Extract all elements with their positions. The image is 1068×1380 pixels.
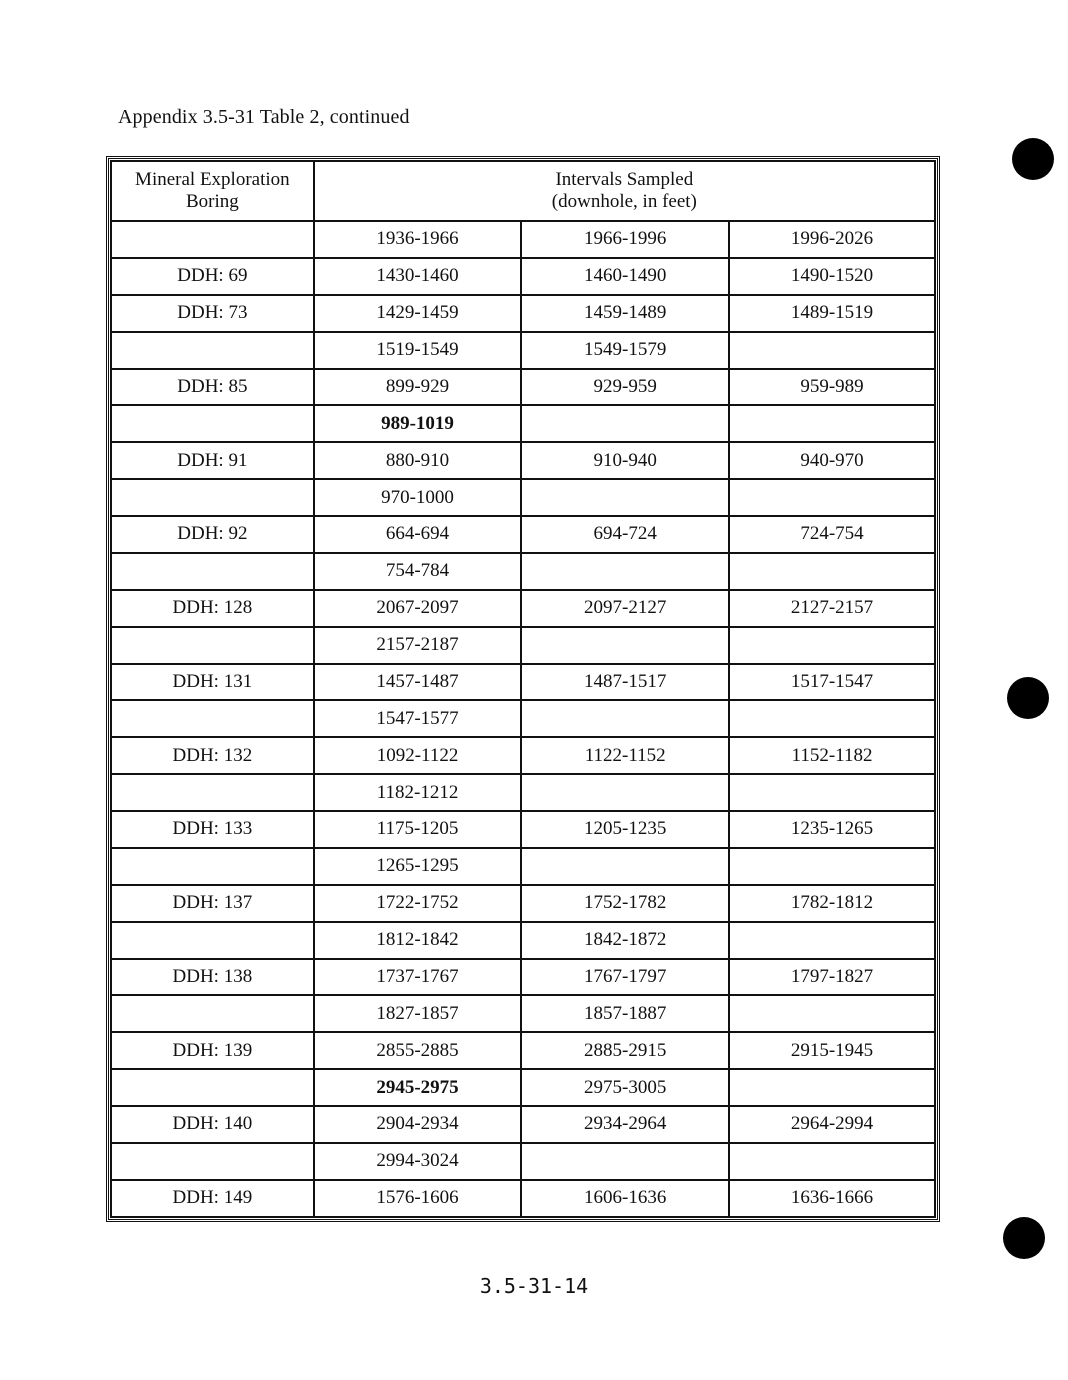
table-header-row	[111, 161, 935, 221]
interval-cell-1: 1576-1606	[314, 1180, 522, 1217]
interval-cell-2	[521, 479, 729, 516]
interval-cell-2: 1460-1490	[521, 258, 729, 295]
boring-cell	[111, 1069, 314, 1106]
interval-cell-2: 2934-2964	[521, 1106, 729, 1143]
interval-cell-1: 1737-1767	[314, 959, 522, 996]
boring-cell: DDH: 69	[111, 258, 314, 295]
table-row	[111, 479, 935, 516]
table-row	[111, 369, 935, 406]
table-row	[111, 553, 935, 590]
boring-cell	[111, 995, 314, 1032]
boring-cell: DDH: 73	[111, 295, 314, 332]
interval-cell-1: 1457-1487	[314, 664, 522, 701]
binder-hole-middle	[1007, 677, 1049, 719]
interval-cell-1: 2855-2885	[314, 1032, 522, 1069]
header-boring	[111, 161, 314, 221]
interval-cell-1: 1175-1205	[314, 811, 522, 848]
interval-cell-2: 2885-2915	[521, 1032, 729, 1069]
interval-cell-3: 1490-1520	[729, 258, 935, 295]
interval-cell-1: 1936-1966	[314, 221, 522, 258]
interval-cell-3: 1996-2026	[729, 221, 935, 258]
interval-cell-1: 2904-2934	[314, 1106, 522, 1143]
table-body	[111, 221, 935, 1217]
interval-cell-3: 1489-1519	[729, 295, 935, 332]
interval-cell-2	[521, 405, 729, 442]
boring-cell: DDH: 85	[111, 369, 314, 406]
interval-cell-1: 754-784	[314, 553, 522, 590]
boring-cell	[111, 700, 314, 737]
table-row	[111, 995, 935, 1032]
interval-cell-3	[729, 922, 935, 959]
table-row	[111, 627, 935, 664]
binder-hole-bottom	[1003, 1217, 1045, 1259]
interval-cell-2: 1122-1152	[521, 737, 729, 774]
interval-cell-3: 1636-1666	[729, 1180, 935, 1217]
interval-cell-2	[521, 700, 729, 737]
interval-cell-1: 664-694	[314, 516, 522, 553]
interval-cell-1: 1265-1295	[314, 848, 522, 885]
interval-cell-1: 1812-1842	[314, 922, 522, 959]
interval-cell-1: 899-929	[314, 369, 522, 406]
interval-cell-2: 1205-1235	[521, 811, 729, 848]
interval-cell-1: 2067-2097	[314, 590, 522, 627]
table-row	[111, 405, 935, 442]
interval-cell-2	[521, 848, 729, 885]
interval-cell-2	[521, 627, 729, 664]
interval-cell-1: 880-910	[314, 442, 522, 479]
table-row	[111, 516, 935, 553]
interval-cell-1: 1519-1549	[314, 332, 522, 369]
header-boring-line-2: Boring	[185, 191, 239, 212]
interval-cell-2: 694-724	[521, 516, 729, 553]
boring-cell: DDH: 91	[111, 442, 314, 479]
table-row	[111, 737, 935, 774]
interval-cell-2: 2097-2127	[521, 590, 729, 627]
interval-cell-3: 940-970	[729, 442, 935, 479]
table-row	[111, 885, 935, 922]
table-row	[111, 442, 935, 479]
boring-cell	[111, 774, 314, 811]
table-row	[111, 1069, 935, 1106]
interval-cell-3: 724-754	[729, 516, 935, 553]
interval-cell-1: 1430-1460	[314, 258, 522, 295]
table-row	[111, 258, 935, 295]
boring-cell: DDH: 133	[111, 811, 314, 848]
table-row	[111, 700, 935, 737]
boring-cell: DDH: 139	[111, 1032, 314, 1069]
interval-cell-2: 1752-1782	[521, 885, 729, 922]
interval-cell-1: 970-1000	[314, 479, 522, 516]
boring-cell	[111, 221, 314, 258]
header-intervals-line-1: Intervals Sampled	[555, 169, 694, 190]
boring-cell	[111, 405, 314, 442]
table-row	[111, 295, 935, 332]
table-row	[111, 1143, 935, 1180]
table-row	[111, 221, 935, 258]
interval-cell-3	[729, 995, 935, 1032]
boring-cell	[111, 479, 314, 516]
intervals-table	[110, 160, 936, 1218]
interval-cell-2: 1459-1489	[521, 295, 729, 332]
boring-cell	[111, 627, 314, 664]
interval-cell-2: 1487-1517	[521, 664, 729, 701]
boring-cell: DDH: 149	[111, 1180, 314, 1217]
boring-cell: DDH: 92	[111, 516, 314, 553]
interval-cell-3	[729, 1069, 935, 1106]
table-row	[111, 922, 935, 959]
interval-cell-3: 1235-1265	[729, 811, 935, 848]
interval-cell-1: 1547-1577	[314, 700, 522, 737]
interval-cell-1: 1092-1122	[314, 737, 522, 774]
header-intervals	[314, 161, 935, 221]
boring-cell	[111, 553, 314, 590]
interval-cell-2: 1549-1579	[521, 332, 729, 369]
intervals-table-frame	[106, 156, 940, 1222]
table-row	[111, 1032, 935, 1069]
interval-cell-1: 1722-1752	[314, 885, 522, 922]
interval-cell-3: 1782-1812	[729, 885, 935, 922]
interval-cell-1: 1182-1212	[314, 774, 522, 811]
interval-cell-2: 1606-1636	[521, 1180, 729, 1217]
boring-cell	[111, 1143, 314, 1180]
table-row	[111, 848, 935, 885]
binder-hole-top	[1012, 138, 1054, 180]
page-number: 3.5-31-14	[479, 1274, 589, 1298]
interval-cell-2	[521, 774, 729, 811]
interval-cell-3: 1517-1547	[729, 664, 935, 701]
boring-cell	[111, 332, 314, 369]
interval-cell-3	[729, 1143, 935, 1180]
table-row	[111, 332, 935, 369]
interval-cell-2: 929-959	[521, 369, 729, 406]
boring-cell: DDH: 138	[111, 959, 314, 996]
interval-cell-3	[729, 774, 935, 811]
interval-cell-1: 2945-2975	[314, 1069, 522, 1106]
interval-cell-2: 910-940	[521, 442, 729, 479]
interval-cell-3	[729, 405, 935, 442]
boring-cell	[111, 922, 314, 959]
boring-cell: DDH: 132	[111, 737, 314, 774]
interval-cell-1: 1827-1857	[314, 995, 522, 1032]
table-row	[111, 774, 935, 811]
boring-cell: DDH: 131	[111, 664, 314, 701]
interval-cell-3	[729, 479, 935, 516]
boring-cell: DDH: 137	[111, 885, 314, 922]
interval-cell-3	[729, 848, 935, 885]
interval-cell-1: 989-1019	[314, 405, 522, 442]
table-row	[111, 811, 935, 848]
interval-cell-1: 2157-2187	[314, 627, 522, 664]
interval-cell-3: 959-989	[729, 369, 935, 406]
interval-cell-3: 1797-1827	[729, 959, 935, 996]
table-caption: Appendix 3.5-31 Table 2, continued	[118, 106, 410, 128]
interval-cell-2	[521, 553, 729, 590]
interval-cell-3: 2127-2157	[729, 590, 935, 627]
interval-cell-2: 1857-1887	[521, 995, 729, 1032]
interval-cell-2	[521, 1143, 729, 1180]
interval-cell-3: 2915-1945	[729, 1032, 935, 1069]
table-row	[111, 1106, 935, 1143]
interval-cell-3: 2964-2994	[729, 1106, 935, 1143]
table-row	[111, 664, 935, 701]
interval-cell-3	[729, 332, 935, 369]
interval-cell-3	[729, 553, 935, 590]
interval-cell-2: 2975-3005	[521, 1069, 729, 1106]
interval-cell-2: 1966-1996	[521, 221, 729, 258]
interval-cell-2: 1842-1872	[521, 922, 729, 959]
header-intervals-line-2: (downhole, in feet)	[551, 191, 697, 212]
interval-cell-1: 2994-3024	[314, 1143, 522, 1180]
interval-cell-2: 1767-1797	[521, 959, 729, 996]
table-row	[111, 1180, 935, 1217]
interval-cell-3	[729, 700, 935, 737]
interval-cell-1: 1429-1459	[314, 295, 522, 332]
header-boring-line-1: Mineral Exploration	[135, 169, 290, 190]
boring-cell: DDH: 128	[111, 590, 314, 627]
interval-cell-3: 1152-1182	[729, 737, 935, 774]
interval-cell-3	[729, 627, 935, 664]
boring-cell: DDH: 140	[111, 1106, 314, 1143]
table-row	[111, 959, 935, 996]
boring-cell	[111, 848, 314, 885]
table-row	[111, 590, 935, 627]
